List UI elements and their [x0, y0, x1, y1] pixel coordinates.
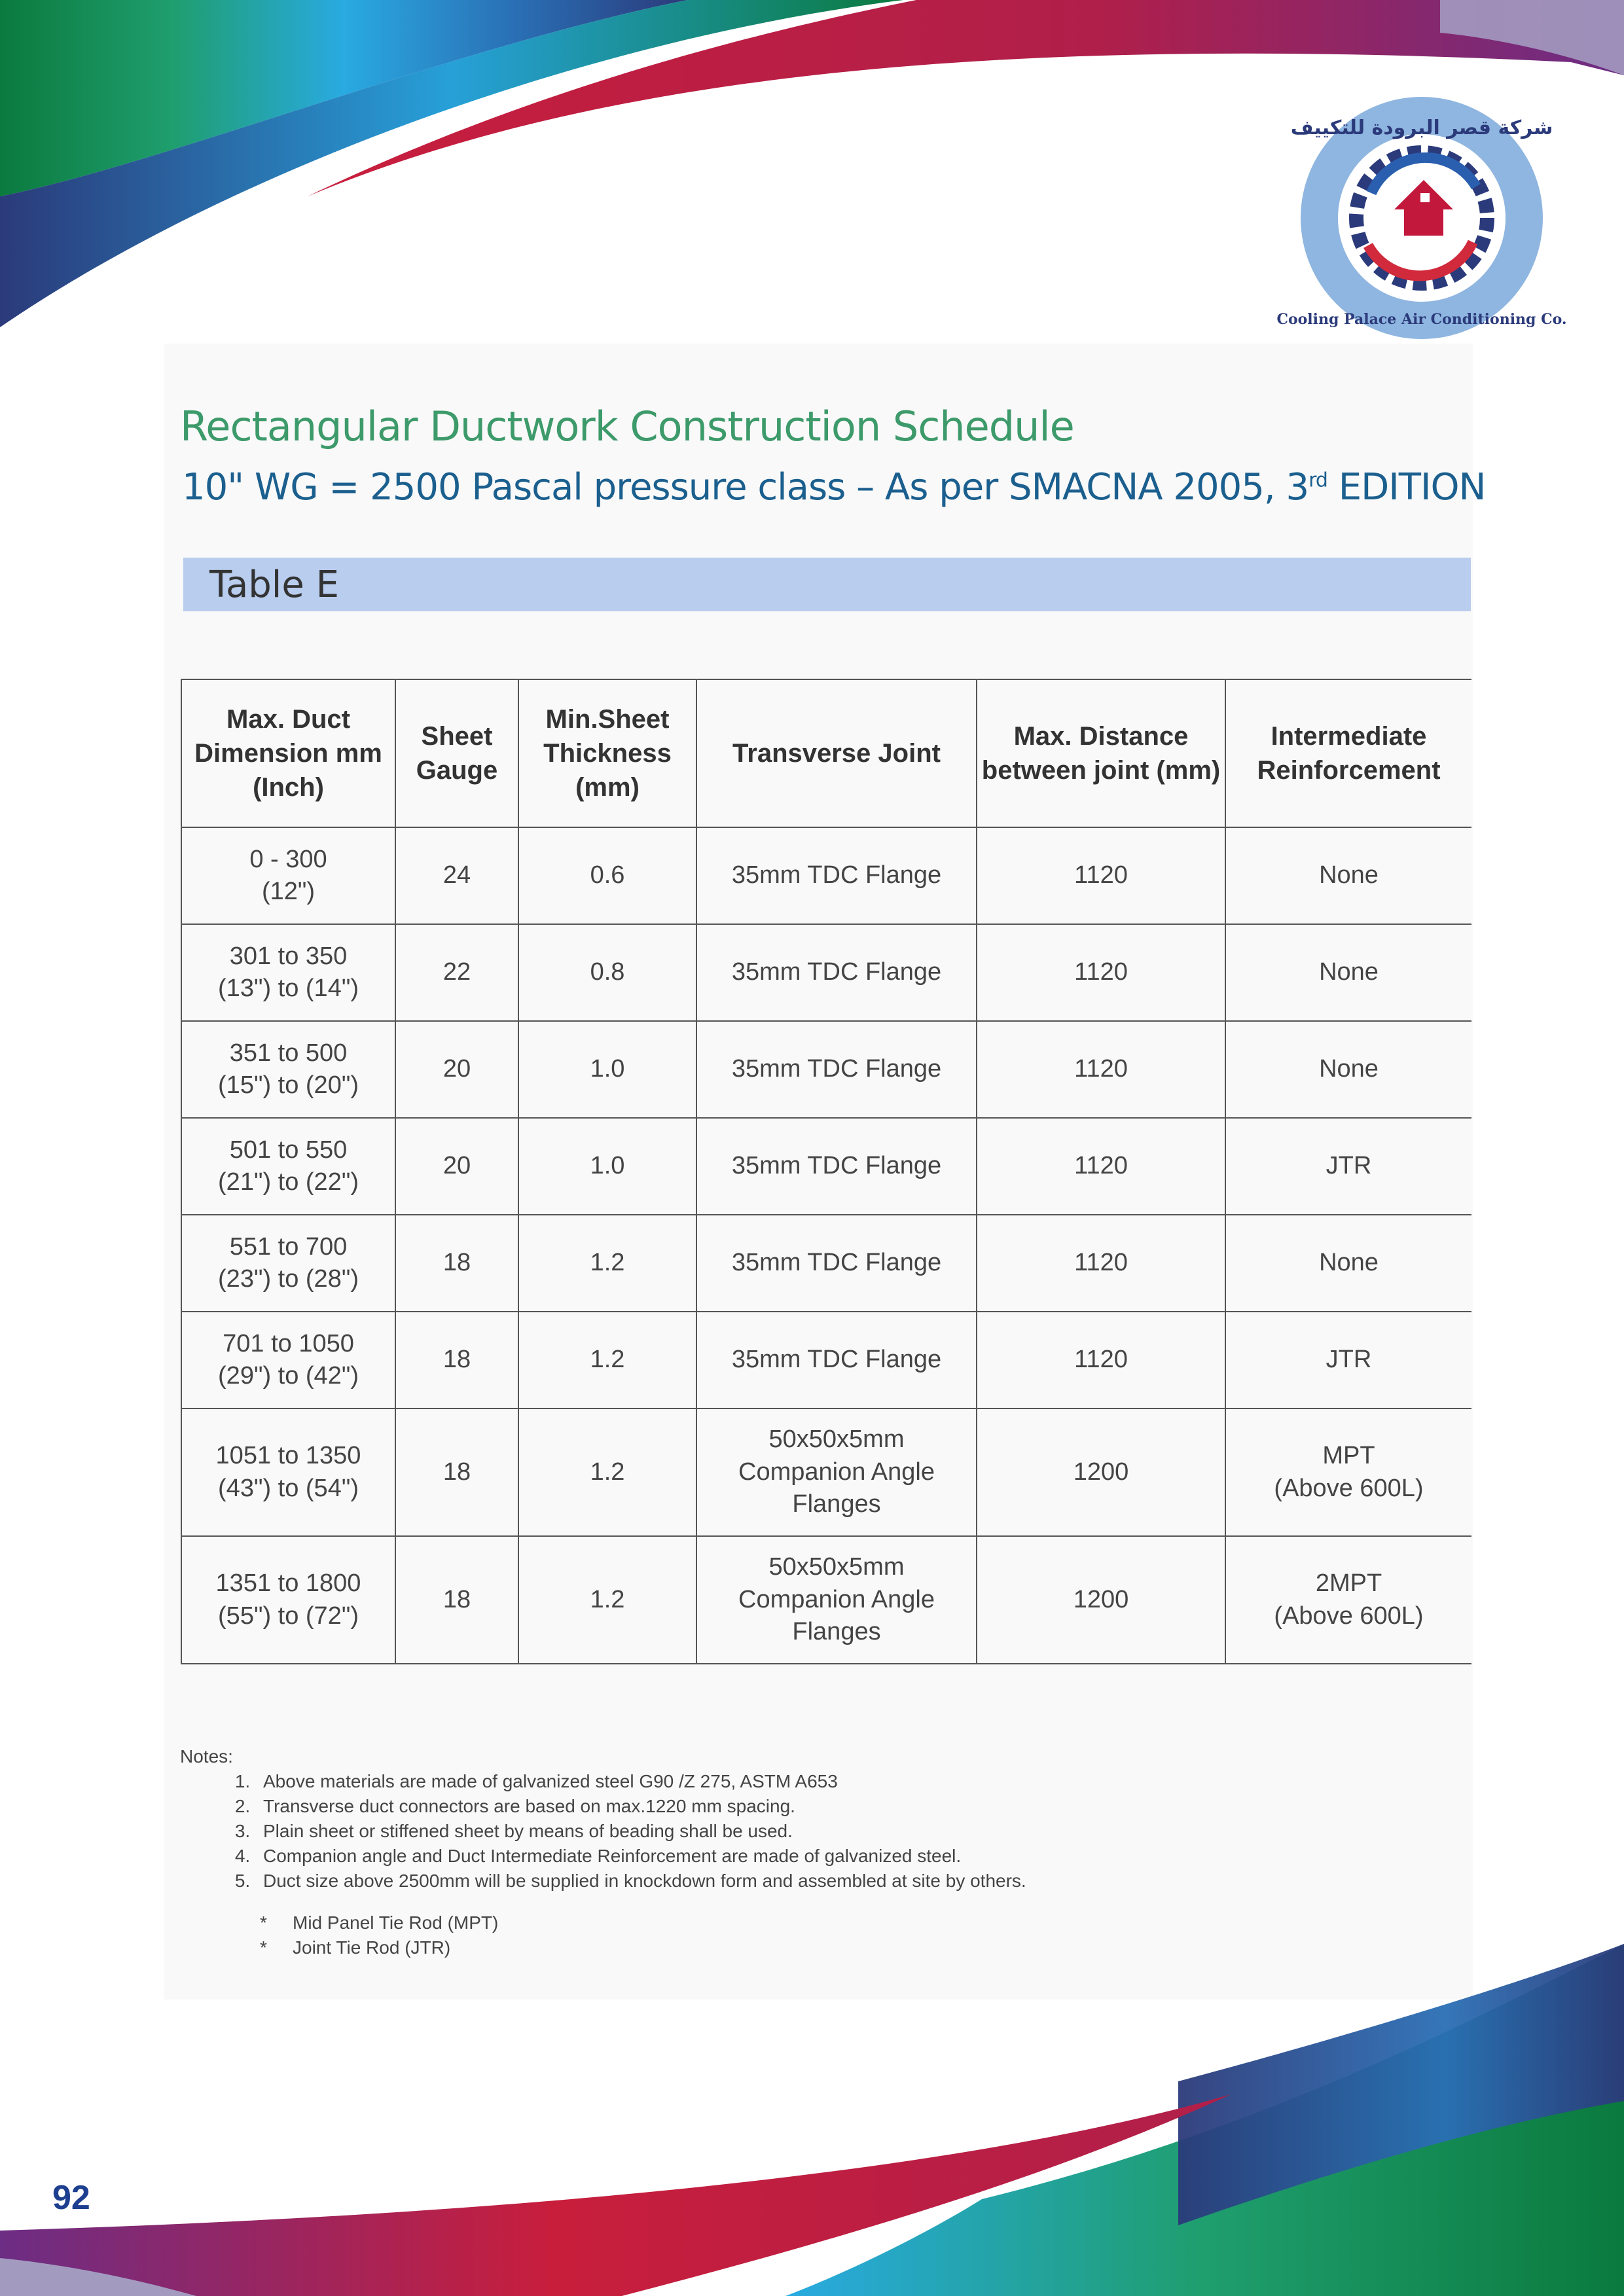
cell-dimension: 301 to 350 (13") to (14") [181, 924, 395, 1021]
cell-gauge: 18 [395, 1536, 518, 1664]
header-intermediate-reinforcement: Intermediate Reinforcement [1225, 679, 1471, 827]
footer-swoosh-decoration [0, 1931, 1624, 2296]
header-transverse-joint: Transverse Joint [696, 679, 977, 827]
table-row [181, 924, 1471, 1021]
cell-reinforcement: MPT (Above 600L) [1225, 1408, 1471, 1536]
header-max-duct-dimension: Max. Duct Dimension mm (Inch) [181, 679, 395, 827]
note-item: 4. Companion angle and Duct Intermediate Reinforcement are made of galvanized steel. [255, 1844, 1026, 1869]
cell-distance: 1120 [977, 827, 1225, 924]
cell-distance: 1200 [977, 1536, 1225, 1664]
table-row [181, 1536, 1471, 1664]
cell-thickness: 1.2 [518, 1536, 696, 1664]
company-logo [1276, 95, 1567, 340]
note-item: 5. Duct size above 2500mm will be supplied in knockdown form and assembled at site by others. [255, 1869, 1026, 1893]
note-item: 3. Plain sheet or stiffened sheet by means of beading shall be used. [255, 1819, 1026, 1844]
table-row [181, 1312, 1471, 1408]
table-label-bar [183, 558, 1471, 611]
legend-item: * Joint Tie Rod (JTR) [260, 1935, 1026, 1960]
header-min-sheet-thickness: Min.Sheet Thickness (mm) [518, 679, 696, 827]
svg-text:شركة قصر البرودة للتكييف: شركة قصر البرودة للتكييف [1290, 117, 1553, 139]
cell-thickness: 1.0 [518, 1021, 696, 1118]
table-row [181, 1021, 1471, 1118]
cell-joint: 35mm TDC Flange [696, 1312, 977, 1408]
cell-joint: 35mm TDC Flange [696, 827, 977, 924]
cell-joint: 35mm TDC Flange [696, 1118, 977, 1215]
cell-reinforcement: None [1225, 827, 1471, 924]
cell-thickness: 1.2 [518, 1408, 696, 1536]
notes-list [180, 1769, 1026, 1893]
table-row [181, 1408, 1471, 1536]
page-title: Rectangular Ductwork Construction Schedule [180, 403, 1074, 450]
cell-joint: 35mm TDC Flange [696, 1215, 977, 1312]
cell-reinforcement: None [1225, 1215, 1471, 1312]
header-max-distance: Max. Distance between joint (mm) [977, 679, 1225, 827]
cell-gauge: 24 [395, 827, 518, 924]
cell-dimension: 501 to 550 (21") to (22") [181, 1118, 395, 1215]
cell-joint: 50x50x5mm Companion Angle Flanges [696, 1536, 977, 1664]
cell-dimension: 351 to 500 (15") to (20") [181, 1021, 395, 1118]
cell-thickness: 1.2 [518, 1215, 696, 1312]
cell-reinforcement: JTR [1225, 1118, 1471, 1215]
legend-item: * Mid Panel Tie Rod (MPT) [260, 1910, 1026, 1935]
page-subtitle: 10" WG = 2500 Pascal pressure class – As per SMACNA 2005, 3rd EDITION [182, 466, 1486, 509]
notes-section [180, 1744, 1026, 1960]
page-number: 92 [52, 2179, 90, 2217]
cell-dimension: 701 to 1050 (29") to (42") [181, 1312, 395, 1408]
notes-heading: Notes: [180, 1746, 233, 1767]
cell-joint: 35mm TDC Flange [696, 924, 977, 1021]
header-sheet-gauge: Sheet Gauge [395, 679, 518, 827]
cell-distance: 1120 [977, 924, 1225, 1021]
cell-reinforcement: 2MPT (Above 600L) [1225, 1536, 1471, 1664]
cell-gauge: 18 [395, 1215, 518, 1312]
cell-dimension: 1351 to 1800 (55") to (72") [181, 1536, 395, 1664]
cell-distance: 1120 [977, 1215, 1225, 1312]
table-row [181, 827, 1471, 924]
cell-gauge: 20 [395, 1118, 518, 1215]
cell-thickness: 1.0 [518, 1118, 696, 1215]
cell-distance: 1120 [977, 1021, 1225, 1118]
note-item: 1. Above materials are made of galvanized steel G90 /Z 275, ASTM A653 [255, 1769, 1026, 1794]
table-row [181, 1118, 1471, 1215]
cell-joint: 50x50x5mm Companion Angle Flanges [696, 1408, 977, 1536]
cell-thickness: 1.2 [518, 1312, 696, 1408]
cell-reinforcement: JTR [1225, 1312, 1471, 1408]
cell-dimension: 1051 to 1350 (43") to (54") [181, 1408, 395, 1536]
cell-distance: 1120 [977, 1312, 1225, 1408]
cell-gauge: 18 [395, 1312, 518, 1408]
table-header-row [181, 679, 1471, 827]
cell-thickness: 0.6 [518, 827, 696, 924]
cell-reinforcement: None [1225, 924, 1471, 1021]
cell-dimension: 0 - 300 (12") [181, 827, 395, 924]
cell-distance: 1200 [977, 1408, 1225, 1536]
cell-dimension: 551 to 700 (23") to (28") [181, 1215, 395, 1312]
cell-thickness: 0.8 [518, 924, 696, 1021]
cell-reinforcement: None [1225, 1021, 1471, 1118]
cell-gauge: 18 [395, 1408, 518, 1536]
table-label: Table E [209, 564, 339, 606]
note-item: 2. Transverse duct connectors are based on max.1220 mm spacing. [255, 1794, 1026, 1819]
svg-text:Cooling Palace Air Conditionin: Cooling Palace Air Conditioning Co. [1276, 311, 1567, 328]
cell-gauge: 22 [395, 924, 518, 1021]
table-row [181, 1215, 1471, 1312]
construction-schedule-table [181, 679, 1471, 1664]
cell-gauge: 20 [395, 1021, 518, 1118]
cell-distance: 1120 [977, 1118, 1225, 1215]
cell-joint: 35mm TDC Flange [696, 1021, 977, 1118]
